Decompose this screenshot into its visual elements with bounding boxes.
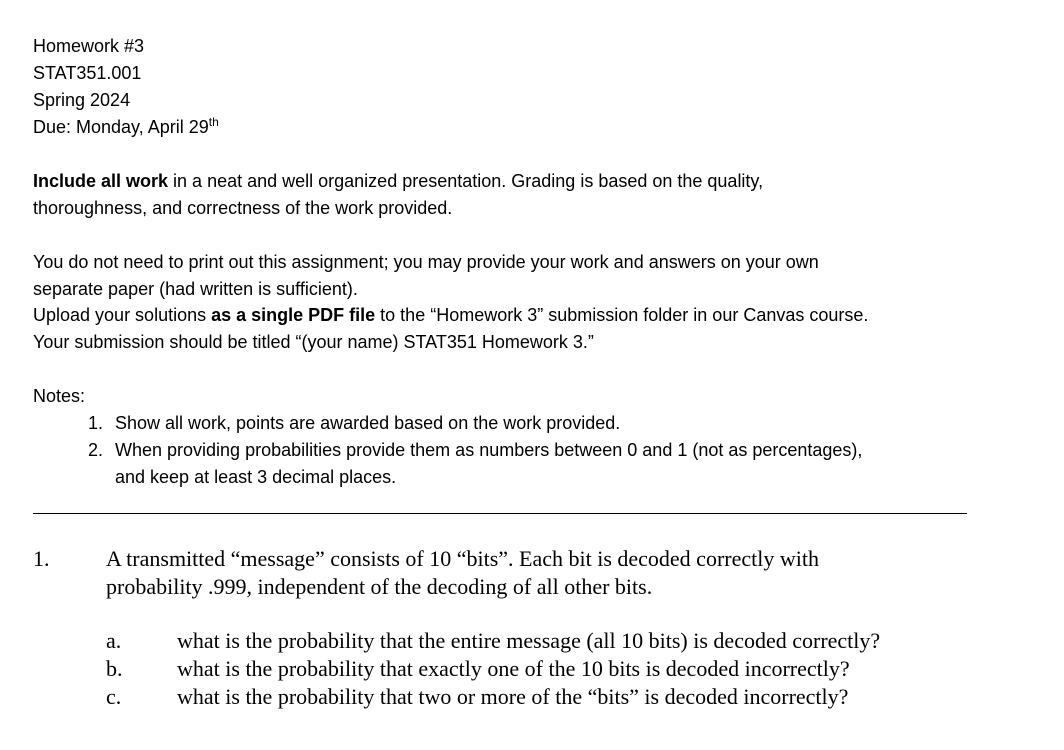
note-number: 2. xyxy=(88,440,104,460)
instructions-line-1-rest: in a neat and well organized presentation. Grading is based on the quality, xyxy=(168,171,764,191)
note-item-text-continued: and keep at least 3 decimal places. xyxy=(115,467,397,487)
single-pdf-bold: as a single PDF file xyxy=(211,305,376,325)
submission-title-note: Your submission should be titled “(your name) STAT351 Homework 3.” xyxy=(33,332,594,352)
instructions-line-2: thoroughness, and correctness of the work provided. xyxy=(33,198,453,218)
note-item-text: Show all work, points are awarded based on the work provided. xyxy=(115,413,621,433)
notes-label: Notes: xyxy=(33,386,86,406)
problem-text-line-1: A transmitted “message” consists of 10 “bits”. Each bit is decoded correctly with xyxy=(106,546,819,571)
include-all-work-bold: Include all work xyxy=(33,171,169,191)
part-letter: b. xyxy=(106,656,123,681)
part-question: what is the probability that two or more of the “bits” is decoded incorrectly? xyxy=(177,684,849,709)
instructions-line-1 xyxy=(33,171,763,192)
part-letter: c. xyxy=(106,684,122,709)
note-number: 1. xyxy=(88,413,104,433)
print-note-line-1: You do not need to print out this assignment; you may provide your work and answers on your own xyxy=(33,252,819,272)
section-divider xyxy=(33,513,967,514)
term: Spring 2024 xyxy=(33,90,131,110)
homework-title: Homework #3 xyxy=(33,36,145,56)
upload-post: to the “Homework 3” submission folder in our Canvas course. xyxy=(375,305,869,325)
upload-pre: Upload your solutions xyxy=(33,305,212,325)
part-question: what is the probability that exactly one of the 10 bits is decoded incorrectly? xyxy=(177,656,850,681)
print-note-line-2: separate paper (had written is sufficient). xyxy=(33,279,358,299)
problem-number: 1. xyxy=(33,546,50,571)
problem-text-line-2: probability .999, independent of the decoding of all other bits. xyxy=(106,574,653,599)
due-date-suffix: th xyxy=(208,115,219,129)
note-item-text: When providing probabilities provide them as numbers between 0 and 1 (not as percentages), xyxy=(115,440,863,460)
upload-instructions xyxy=(33,305,868,326)
part-letter: a. xyxy=(106,628,122,653)
due-date-text: Due: Monday, April 29 xyxy=(33,117,209,137)
part-question: what is the probability that the entire message (all 10 bits) is decoded correctly? xyxy=(177,628,881,653)
due-date xyxy=(33,117,219,138)
course-code: STAT351.001 xyxy=(33,63,142,83)
